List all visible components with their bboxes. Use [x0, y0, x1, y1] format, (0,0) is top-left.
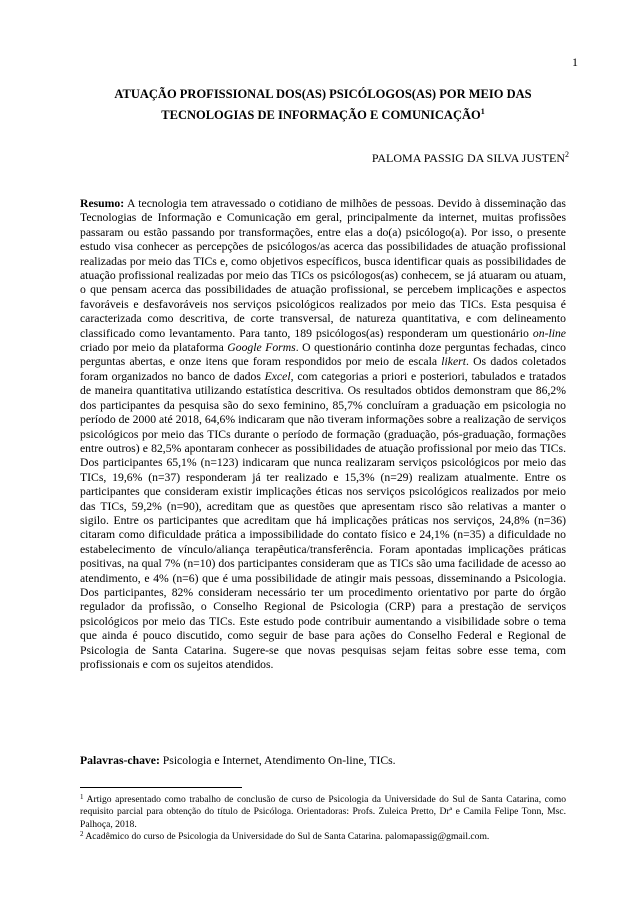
- page-number: 1: [572, 55, 578, 69]
- title-footnote-ref: 1: [480, 107, 485, 116]
- abstract-text-4: . Os dados coletados foram organizados no banco de dados: [80, 355, 566, 383]
- keywords-text: Psicologia e Internet, Atendimento On-line, TICs.: [159, 754, 396, 767]
- author: [372, 151, 569, 166]
- abstract-text-5: , com categorias a priori e posteriori, tabulados e tratados de maneira quantitativa utilizando estatística descritiva. Os resultados obtidos demonstram que 86,2% dos participantes da pesquisa são do sexo feminino, 85,7% concluíram a graduação em psicologia no período de 2000 até 2018, 64,6% indicaram que não tiveram informações sobre a realização de serviços psicológicos por meio das TICs durante o período de formação (graduação, pós-graduação, formações entre outros) e 82,5% apontaram conhecer as possibilidades de atuação profissional por meio das TICs. Dos participantes 65,1% (n=123) indicaram que nunca realizaram serviços psicológicos por meio das TICs, 19,6% (n=37) responderam já ter realizado e 15,3% (n=29) realizam atualmente. Entre os participantes que consideram existir implicações éticas nos serviços psicológicos realizados por meio das TICs, 59,2% (n=90), acreditam que as questões que apresentam risco são relativas a manter o sigilo. Entre os participantes que acreditam que há implicações práticas nos serviços, 24,8% (n=36) citaram como dificuldade prática a impossibilidade do contato físico e 24,1% (n=35) a dificuldade no estabelecimento de vínculo/aliança terapêutica/transferência. Foram apontadas implicações práticas positivas, na qual 7% (n=10) dos participantes consideram que as TICs são uma facilidade de acesso ao atendimento, e 4% (n=6) que é uma possibilidade de atingir mais pessoas, disseminando a Psicologia. Dos participantes, 82% consideram necessário ter um procedimento orientativo por parte do órgão regulador da profissão, o Conselho Regional de Psicologia (CRP) para a prestação de serviços psicológicos por meio das TICs. Este estudo pode contribuir aumentando a visibilidade sobre o tema que ainda é pouco discutido, como seguir de base para ações do Conselho Federal e Regional de Psicologia de Santa Catarina. Sugere-se que novas pesquisas sejam feitas sobre esse tema, com profissionais e com os sujeitos atendidos.: [80, 369, 566, 671]
- footnote-divider: [80, 787, 242, 788]
- abstract-text-1: A tecnologia tem atravessado o cotidiano de milhões de pessoas. Devido à disseminação das Tecnologias de Informação e Comunicação em geral, principalmente da internet, muitas profissões passaram ou estão passando por transformações, entre elas a do(a) psicólogo(a). Por isso, o presente estudo visa conhecer as percepções de psicólogos/as acerca das possibilidades de atuação profissional realizadas por meio das TICs e, como objetivos específicos, busca identificar quais as possibilidades de atuação profissional realizadas por meio das TICs os psicólogos(as) conhecem, se já atuaram ou atuam, o que pensam acerca das possibilidades de atuação profissional, se percebem implicações e aspectos favoráveis e desfavoráveis nos serviços psicológicos realizados por meio das TICs. Esta pesquisa é caracterizada como descritiva, de corte transversal, de natureza quantitativa, e com delineamento classificado como levantamento. Para tanto, 189 psicólogos(as) responderam um questionário: [80, 197, 566, 340]
- author-footnote-ref: 2: [565, 150, 569, 159]
- footnote-2: [80, 831, 566, 843]
- author-name: PALOMA PASSIG DA SILVA JUSTEN: [371, 151, 565, 165]
- paper-title: [80, 84, 566, 126]
- title-line-1: ATUAÇÃO PROFISSIONAL DOS(AS) PSICÓLOGOS(AS) POR MEIO DAS: [114, 87, 532, 101]
- footnote-2-ref: 2: [80, 830, 84, 839]
- abstract-text-3: . O questionário continha doze perguntas fechadas, cinco perguntas abertas, e onze itens que foram respondidos por meio de escala: [80, 341, 566, 369]
- abstract-emphasis-excel: Excel: [264, 369, 291, 383]
- abstract-label: Resumo:: [80, 197, 125, 210]
- abstract-emphasis-likert: likert: [441, 355, 466, 369]
- abstract-text-2: criado por meio da plataforma: [80, 341, 228, 355]
- footnote-1-text: Artigo apresentado como trabalho de conclusão de curso de Psicologia da Universidade do Sul de Santa Catarina, como requisito parcial para obtenção do título de Psicóloga. Orientadoras: Profs. Zuleica Pretto, Drª e Camila Felipe Tonn, Msc. Palhoça, 2018.: [80, 794, 566, 830]
- footnote-1: [80, 794, 566, 831]
- abstract-emphasis-google-forms: Google Forms: [227, 341, 296, 355]
- footnote-2-text: Acadêmico do curso de Psicologia da Universidade do Sul de Santa Catarina. palomapassig@gmail.com.: [85, 831, 490, 843]
- keywords-label: Palavras-chave:: [80, 754, 160, 767]
- abstract: [80, 197, 566, 672]
- footnote-1-ref: 1: [80, 793, 84, 801]
- abstract-emphasis-online: on-line: [532, 326, 566, 340]
- footnotes: [80, 794, 566, 844]
- keywords: [80, 754, 566, 767]
- title-line-2: TECNOLOGIAS DE INFORMAÇÃO E COMUNICAÇÃO: [161, 108, 481, 122]
